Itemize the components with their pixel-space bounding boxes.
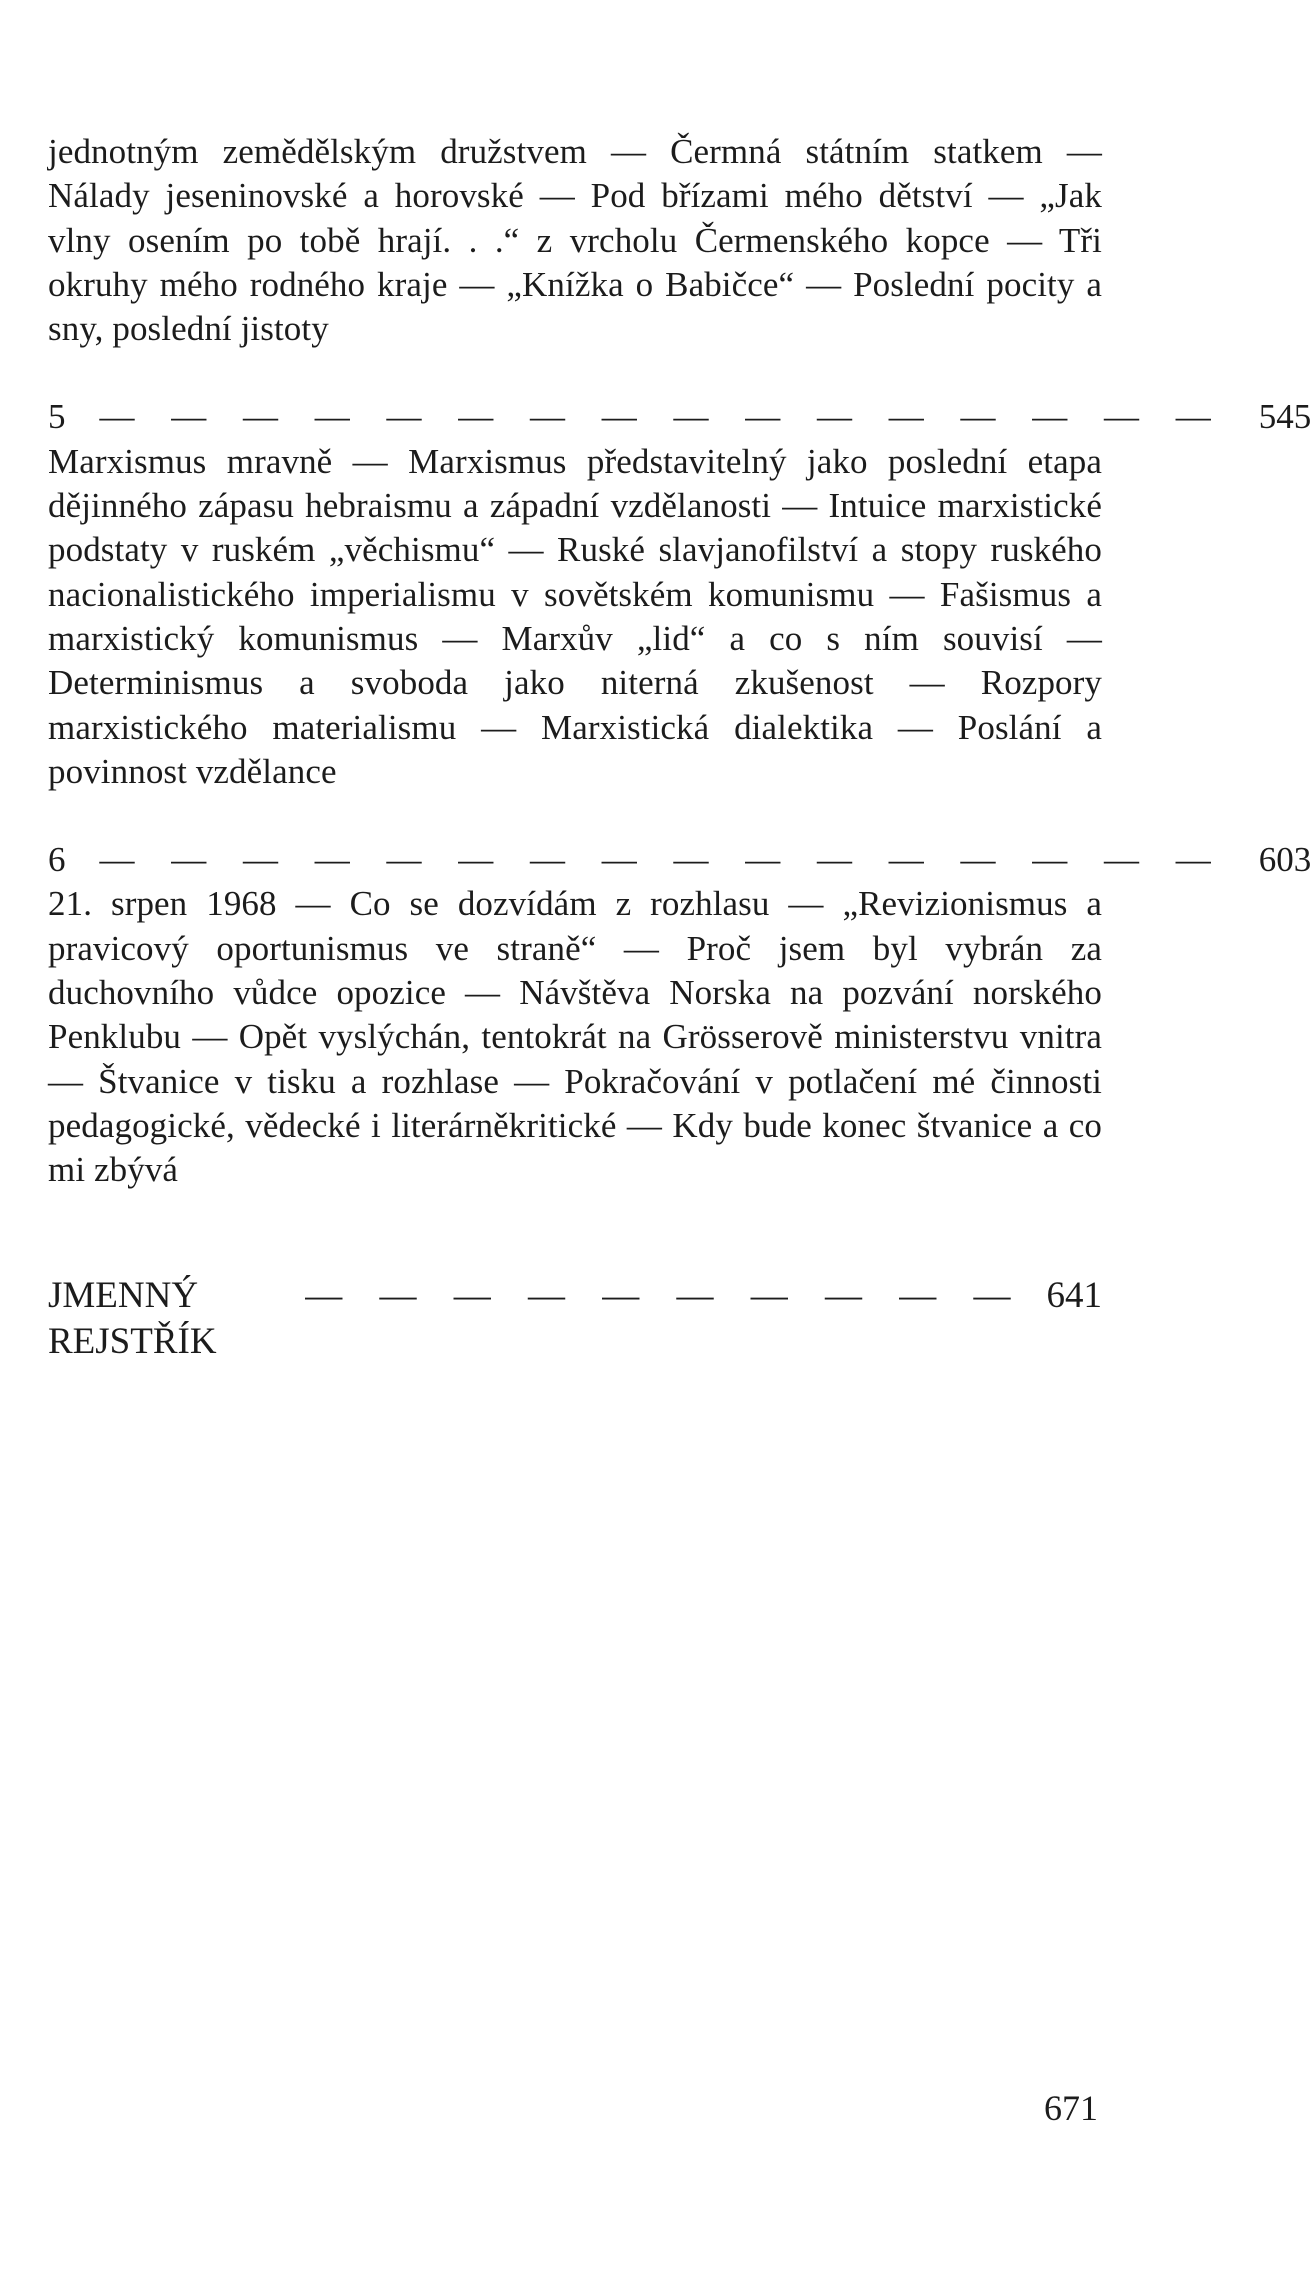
chapter-5-number: 5: [48, 397, 66, 437]
chapter-6-number: 6: [48, 840, 66, 880]
spacer: [48, 1193, 1102, 1273]
spacer: [48, 794, 1102, 838]
page-number: 671: [1044, 2088, 1098, 2128]
document-page: [48, 130, 1311, 1365]
chapter-5-heading: [48, 395, 1311, 439]
chapter-5-summary: Marxismus mravně — Marxismus představitelný jako poslední etapa dějinného zápasu hebraismu a západní vzdělanosti — Intuice marxistické podstaty v ruském „věchismu“ — Ruské slavjanofilství a stopy ruského nacionalistického imperialismu v sovětském komunismu — Fašismus a marxistický komunismus — Marxův „lid“ a co s ním souvisí — Determinismus a svoboda jako niterná zkušenost — Rozpory marxistického materialismu — Marxistická dialektika — Poslání a povinnost vzdělance: [48, 441, 1102, 791]
chapter-6-heading: [48, 838, 1311, 882]
index-leader: — — — — — — — — — —: [305, 1274, 1025, 1316]
continued-paragraph: jednotným zemědělským družstvem — Čermná státním statkem — Nálady jeseninovské a horovské — Pod břízami mého dětství — „Jak vlny osením po tobě hrají. . .“ z vrcholu Čermenského kopce — Tři okruhy mého rodného kraje — „Knížka o Babičce“ — Poslední pocity a sny, poslední jistoty: [48, 132, 1102, 349]
spacer: [48, 351, 1102, 395]
chapter-5-leader: — — — — — — — — — — — — — — — —: [99, 397, 1225, 437]
index-title: JMENNÝ REJSTŘÍK: [48, 1274, 217, 1362]
index-page: 641: [1046, 1274, 1102, 1316]
chapter-5-page: 545: [1258, 397, 1311, 437]
chapter-6-page: 603: [1258, 840, 1311, 880]
chapter-6-summary: 21. srpen 1968 — Co se dozvídám z rozhlasu — „Revizionismus a pravicový oportunismus ve straně“ — Proč jsem byl vybrán za duchovního vůdce opozice — Návštěva Norska na pozvání norského Penklubu — Opět vyslýchán, tentokrát na Grösserově ministerstvu vnitra — Štvanice v tisku a rozhlase — Pokračování v potlačení mé činnosti pedagogické, vědecké i literárněkritické — Kdy bude konec štvanice a co mi zbývá: [48, 884, 1102, 1190]
index-heading: [48, 1273, 1102, 1365]
chapter-6-leader: — — — — — — — — — — — — — — — —: [99, 840, 1225, 880]
